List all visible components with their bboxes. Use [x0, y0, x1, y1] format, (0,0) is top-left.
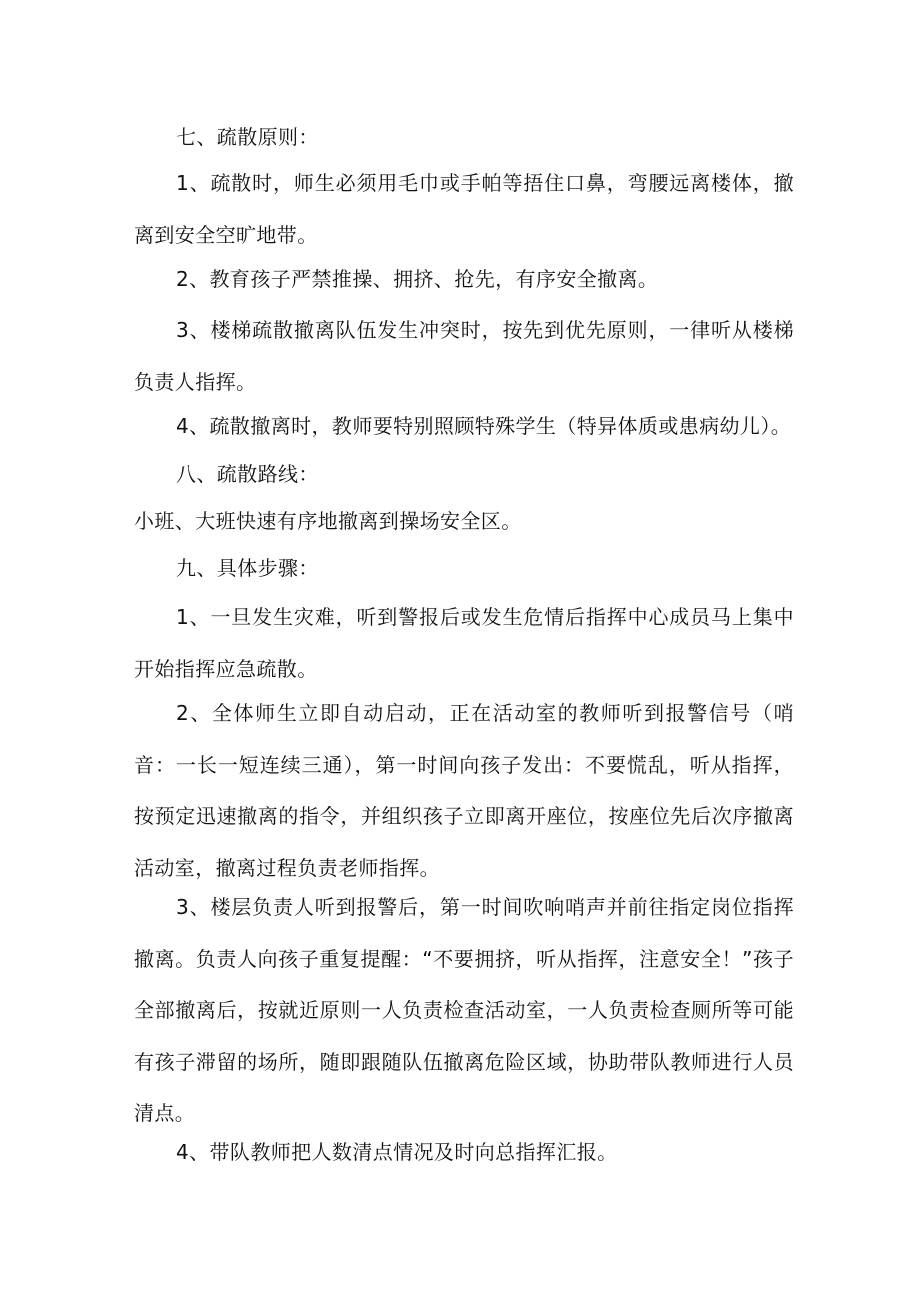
- principle-4: 4、疏散撤离时，教师要特别照顾特殊学生（特异体质或患病幼儿）。: [176, 414, 792, 438]
- step-1: 1、一旦发生灾难，听到警报后或发生危情后指挥中心成员马上集中开始指挥应急疏散。: [134, 605, 794, 681]
- route-text: 小班、大班快速有序地撤离到操场安全区。: [134, 509, 522, 533]
- heading-evacuation-route: 八、疏散路线：: [176, 462, 319, 486]
- principle-3: 3、楼梯疏散撤离队伍发生冲突时，按先到优先原则，一律听从楼梯负责人指挥。: [134, 318, 794, 394]
- principle-2: 2、教育孩子严禁推操、拥挤、抢先，有序安全撤离。: [176, 267, 659, 291]
- heading-specific-steps: 九、具体步骤：: [176, 556, 319, 580]
- principle-1: 1、疏散时，师生必须用毛巾或手帕等捂住口鼻，弯腰远离楼体，撤离到安全空旷地带。: [134, 171, 794, 247]
- step-3: 3、楼层负责人听到报警后，第一时间吹响哨声并前往指定岗位指挥撤离。负责人向孩子重复提醒：“不要拥挤，听从指挥，注意安全！”孩子全部撤离后，按就近原则一人负责检查活动室，一人负责检查厕所等可能有孩子滞留的场所，随即跟随队伍撤离危险区域，协助带队教师进行人员清点。: [134, 895, 794, 1125]
- heading-evacuation-principles: 七、疏散原则：: [176, 125, 319, 149]
- step-2: 2、全体师生立即自动启动，正在活动室的教师听到报警信号（哨音：一长一短连续三通），第一时间向孩子发出：不要慌乱，听从指挥，按预定迅速撤离的指令，并组织孩子立即离开座位，按座位先后次序撤离活动室，撤离过程负责老师指挥。: [134, 701, 794, 880]
- step-4: 4、带队教师把人数清点情况及时向总指挥汇报。: [176, 1140, 618, 1164]
